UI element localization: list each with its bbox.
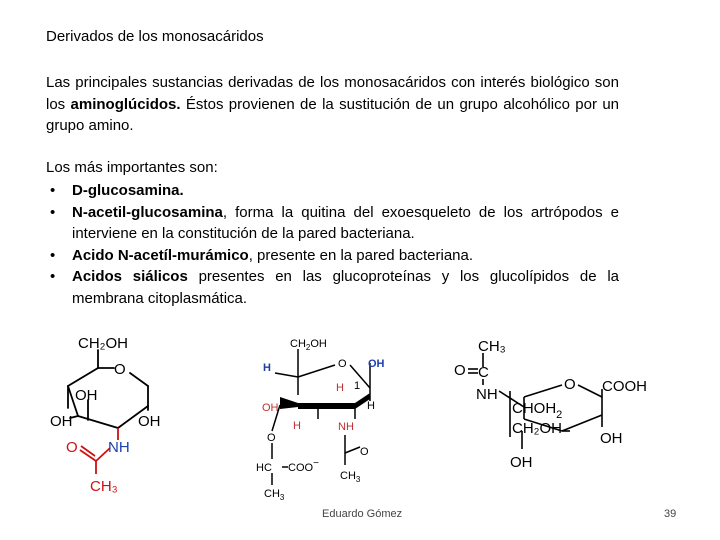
amine-label: NH <box>108 439 130 456</box>
hydroxyl-label: OH <box>75 387 98 404</box>
list-item-term: Acido N-acetíl-murámico <box>72 246 249 264</box>
hc-label: HC <box>256 462 272 474</box>
list-item <box>46 202 619 245</box>
amine-label: NH <box>338 421 354 433</box>
methyl-label: $CH_3$ <box>340 470 361 484</box>
intro-bold-term: aminoglúcidos. <box>70 95 181 113</box>
ring-oxygen-label: O <box>564 376 576 393</box>
ch2oh-label: $CH_2OH$ <box>290 338 327 352</box>
methyl-label: $CH_3$ <box>264 488 285 502</box>
ring-oxygen-label: O <box>338 358 347 370</box>
hydroxyl-label: OH <box>50 413 73 430</box>
slide-title: Derivados de los monosacáridos <box>46 28 264 45</box>
ring-oxygen-label: O <box>114 361 126 378</box>
carbon-number-label: 1 <box>354 380 361 392</box>
n-acetyl-muramic-structure <box>250 333 395 503</box>
hydroxyl-label: OH <box>262 402 279 414</box>
bullet-glyph: • <box>50 246 56 264</box>
list-item-term: D-glucosamina. <box>72 182 184 199</box>
amine-label: NH <box>476 386 498 403</box>
intro-text-before: Las principales sustancias derivadas de los monosacáridos con interés biológico son los <box>46 74 619 113</box>
list-item-desc: presentes en las glucoproteínas y los glucolípidos de la membrana citoplasmática. <box>72 268 619 307</box>
methyl-label: CH₃ <box>90 478 118 495</box>
ch2oh-label: CH₂OH <box>512 420 562 437</box>
ch2oh-label: CH₂OH <box>78 335 128 352</box>
hydroxyl-label: OH <box>510 454 533 471</box>
carboxyl-label: COOH <box>602 378 647 395</box>
hydrogen-label: H <box>367 400 375 412</box>
carbon-label: C <box>478 364 489 381</box>
methyl-label: CH₃ <box>478 338 506 355</box>
list-item <box>46 245 619 267</box>
hydroxyl-label: OH <box>600 430 623 447</box>
list-item-desc: , presente en la pared bacteriana. <box>248 246 474 264</box>
hydrogen-label: H <box>293 420 301 432</box>
carboxylate-label: COO− <box>288 458 319 474</box>
carbonyl-oxygen-label: O <box>360 446 369 458</box>
sialic-acid-structure <box>450 335 680 480</box>
n-acetyl-glucosamine-structure <box>48 328 178 498</box>
carbonyl-oxygen-label: O <box>454 362 466 379</box>
footer-author: Eduardo Gómez <box>322 508 403 520</box>
intro-paragraph <box>46 72 619 137</box>
hydrogen-label: H <box>263 362 271 374</box>
list-item-term: N-acetil-glucosamina <box>72 203 223 221</box>
intro-text-after: Éstos provienen de la sustitución de un grupo alcohólico por un grupo amino. <box>46 95 619 134</box>
list-item-desc: , forma la quitina del exoesqueleto de los artrópodos e interviene en la constitución de la pared bacteriana. <box>72 203 619 242</box>
derivatives-list <box>46 180 619 309</box>
hydrogen-label: H <box>336 382 344 394</box>
list-intro: Los más importantes son: <box>46 159 218 176</box>
chohs-label: $CHOH_2$ <box>512 400 563 421</box>
page-number: 39 <box>664 508 677 520</box>
bullet-glyph: • <box>50 203 56 221</box>
bullet-glyph: • <box>50 268 56 285</box>
hydroxyl-label: OH <box>138 413 161 430</box>
carbonyl-oxygen-label: O <box>66 439 78 456</box>
ether-oxygen-label: O <box>267 432 276 444</box>
anomeric-oh-label: OH <box>368 358 385 370</box>
list-item <box>46 266 619 309</box>
bullet-glyph: • <box>50 182 56 199</box>
list-item-term: Acidos siálicos <box>72 268 188 285</box>
list-item <box>46 180 619 202</box>
